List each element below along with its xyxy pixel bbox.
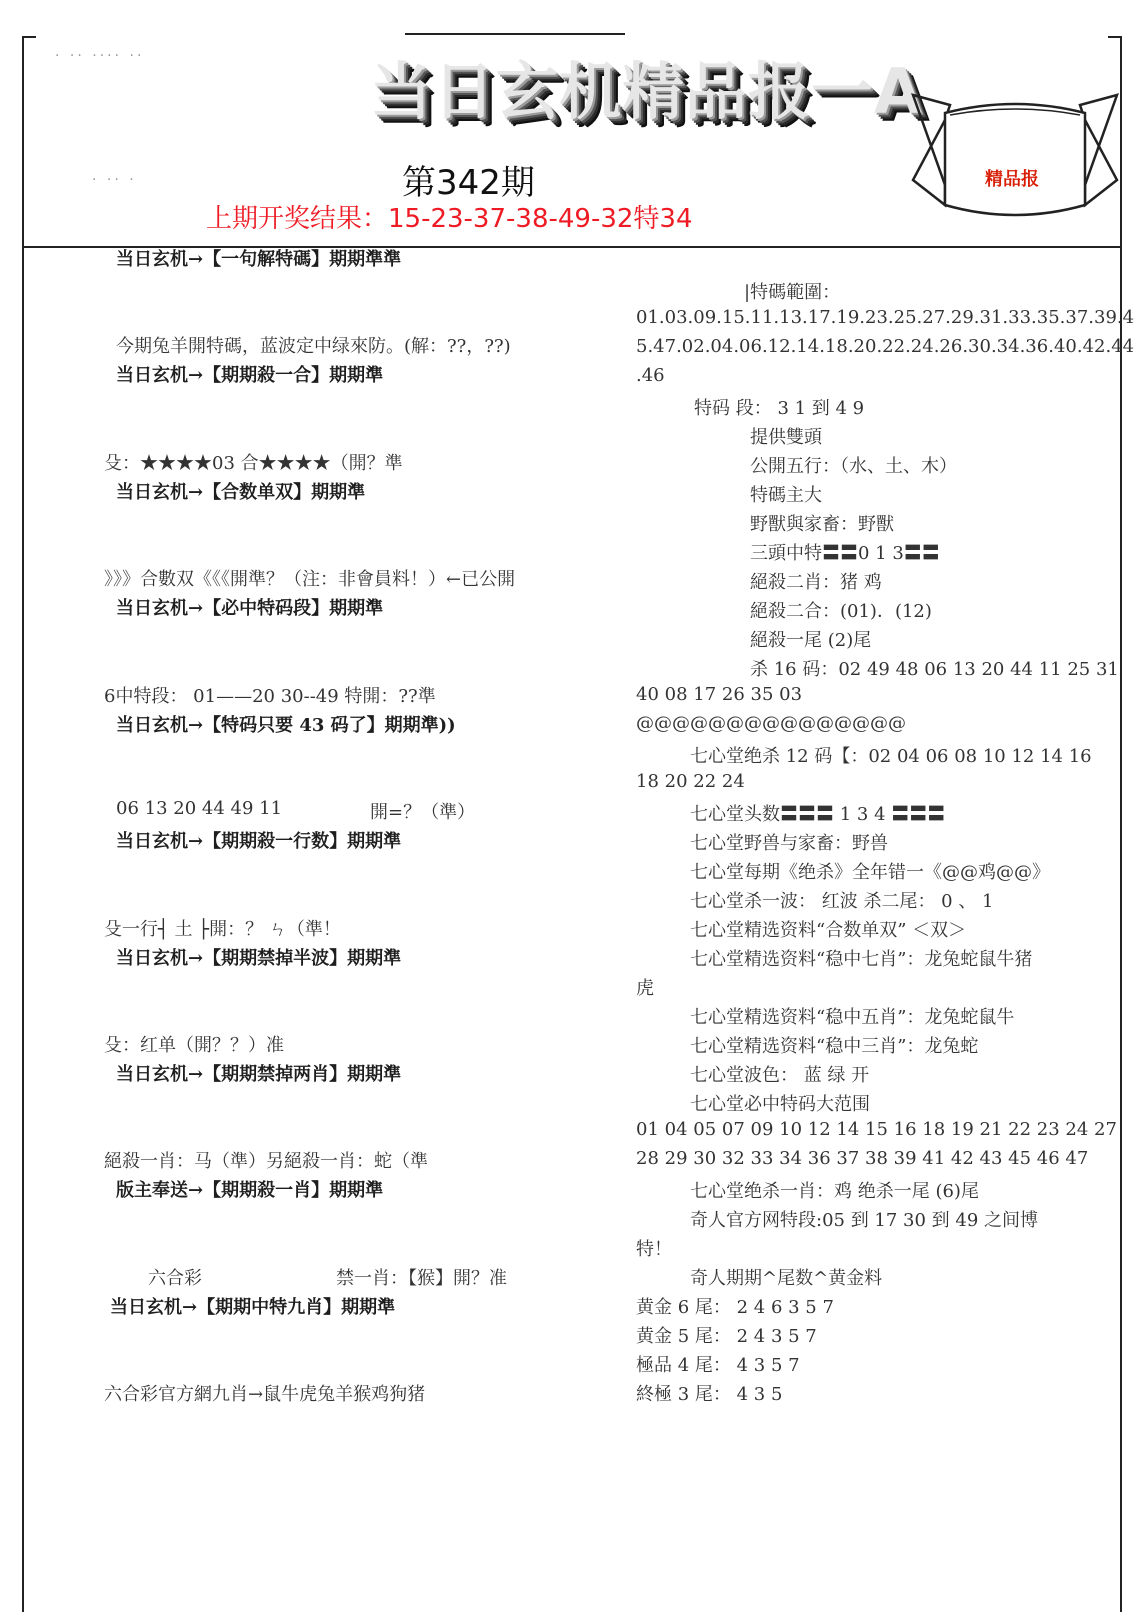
right-line-34: 特！: [636, 1239, 672, 1260]
banner-label: 精品报: [985, 169, 1039, 190]
right-line-32: 七心堂绝杀一肖：鸡 绝杀一尾 (6)尾: [690, 1181, 979, 1202]
right-line-23: 七心堂精选资料“合数单双” ＜双＞: [690, 920, 967, 941]
right-line-37: 黄金 5 尾： 2 4 3 5 7: [636, 1326, 817, 1347]
right-line-6: 提供雙頭: [750, 427, 822, 448]
faint-mark-mid: · ·· ·: [92, 172, 137, 188]
right-line-15: 40 08 17 26 35 03: [636, 684, 803, 705]
left-line-6: 殳一行┤ 土 ├開：？ ㄣ（準！: [104, 919, 341, 940]
page-title: 当日玄机精品报一A: [370, 55, 923, 128]
right-line-18: 18 20 22 24: [636, 771, 745, 792]
left-line-2: 殳：★★★★03 合★★★★（開？準: [104, 453, 403, 474]
ribbon-banner-icon: [905, 85, 1125, 235]
left-line-1: 今期兔羊開特碼，蓝波定中绿來防。(解：??，??): [116, 336, 511, 357]
faint-mark-top: · ·· ···· ··: [55, 48, 145, 64]
right-line-9: 野獸與家畜：野獸: [750, 514, 894, 535]
right-line-5: 特码 段： 3 1 到 4 9: [694, 398, 865, 419]
right-line-31: 28 29 30 32 33 34 36 37 38 39 41 42 43 45 46 47: [636, 1148, 1089, 1169]
left-heading-2: 当日玄机→【期期殺一合】期期準: [116, 365, 384, 386]
left-line-9a: 六合彩: [148, 1268, 202, 1289]
left-heading-9: 版主奉送→【期期殺一肖】期期準: [116, 1180, 384, 1201]
right-line-22: 七心堂杀一波： 红波 杀二尾： 0 、 1: [690, 891, 994, 912]
top-rule-right: [1108, 36, 1122, 38]
left-line-7: 殳：红单（開？？）准: [104, 1035, 284, 1056]
header-stub: [405, 33, 625, 35]
right-line-17: 七心堂绝杀 12 码【：02 04 06 08 10 12 14 16: [690, 746, 1092, 767]
right-line-3: 5.47.02.04.06.12.14.18.20.22.24.26.30.34.36.40.42.44: [636, 336, 1135, 357]
top-rule-left: [22, 36, 36, 38]
right-line-29: 七心堂必中特码大范围: [690, 1094, 870, 1115]
right-line-12: 絕殺二合：(01)．(12): [750, 601, 932, 622]
last-result: 上期开奖结果：15-23-37-38-49-32特34: [206, 204, 693, 234]
left-line-8: 絕殺一肖：马（準）另絕殺一肖：蛇（準: [104, 1151, 428, 1172]
right-line-19: 七心堂头数〓〓〓 1 3 4 〓〓〓: [690, 804, 946, 825]
right-line-2: 01.03.09.15.11.13.17.19.23.25.27.29.31.33.35.37.39.4: [636, 307, 1135, 328]
right-line-21: 七心堂每期《绝杀》全年错一《@@鸡@@》: [690, 862, 1050, 883]
left-heading-7: 当日玄机→【期期禁掉半波】期期準: [116, 948, 402, 969]
right-line-13: 絕殺一尾 (2)尾: [750, 630, 872, 651]
right-line-16: @@@@@@@@@@@@@@@: [636, 713, 906, 734]
left-line-5b: 開=？（準）: [370, 802, 476, 823]
left-line-5a: 06 13 20 44 49 11: [116, 798, 283, 819]
right-line-33: 奇人官方网特段:05 到 17 30 到 49 之间博: [690, 1210, 1039, 1231]
left-heading-1: 当日玄机→【一句解特碼】期期準準: [116, 249, 402, 270]
right-line-26: 七心堂精选资料“稳中五肖”：龙兔蛇鼠牛: [690, 1007, 1015, 1028]
right-line-7: 公開五行：（水、土、木）: [750, 456, 957, 477]
left-heading-5: 当日玄机→【特码只要 43 码了】期期準)): [116, 715, 456, 736]
right-line-20: 七心堂野兽与家畜：野兽: [690, 833, 888, 854]
issue-number: 第342期: [402, 163, 535, 203]
left-line-3: 》》》合數双《《《開準？（注：非會員料！）←已公開: [104, 569, 516, 590]
right-line-28: 七心堂波色： 蓝 绿 开: [690, 1065, 870, 1086]
left-heading-6: 当日玄机→【期期殺一行数】期期準: [116, 831, 402, 852]
left-line-4: 6中特段： 01——20 30--49 特開：??準: [104, 686, 436, 707]
left-line-9b: 禁一肖：【猴】開？准: [336, 1268, 507, 1289]
right-line-14: 杀 16 码：02 49 48 06 13 20 44 11 25 31: [750, 659, 1119, 680]
right-line-30: 01 04 05 07 09 10 12 14 15 16 18 19 21 22 23 24 27: [636, 1119, 1117, 1140]
right-line-27: 七心堂精选资料“稳中三肖”：龙兔蛇: [690, 1036, 979, 1057]
right-line-38: 極品 4 尾： 4 3 5 7: [636, 1355, 800, 1376]
right-line-25: 虎: [636, 978, 654, 999]
right-line-35: 奇人期期^尾数^黄金料: [690, 1268, 883, 1289]
left-heading-8: 当日玄机→【期期禁掉两肖】期期準: [116, 1064, 402, 1085]
right-line-8: 特碼主大: [750, 485, 822, 506]
right-line-36: 黄金 6 尾： 2 4 6 3 5 7: [636, 1297, 834, 1318]
left-heading-4: 当日玄机→【必中特码段】期期準: [116, 598, 384, 619]
right-line-4: .46: [636, 365, 665, 386]
left-heading-3: 当日玄机→【合数单双】期期準: [116, 482, 366, 503]
right-line-1: |特碼範圍：: [744, 282, 841, 303]
right-line-39: 終極 3 尾： 4 3 5: [636, 1384, 783, 1405]
page-frame: [22, 36, 1122, 1612]
right-line-24: 七心堂精选资料“稳中七肖”：龙兔蛇鼠牛猪: [690, 949, 1033, 970]
right-line-10: 三頭中特〓〓0 1 3〓〓: [750, 543, 940, 564]
left-line-10: 六合彩官方網九肖→鼠牛虎兔羊猴鸡狗猪: [104, 1384, 426, 1405]
right-line-11: 絕殺二肖：猪 鸡: [750, 572, 882, 593]
left-heading-10: 当日玄机→【期期中特九肖】期期準: [110, 1297, 396, 1318]
